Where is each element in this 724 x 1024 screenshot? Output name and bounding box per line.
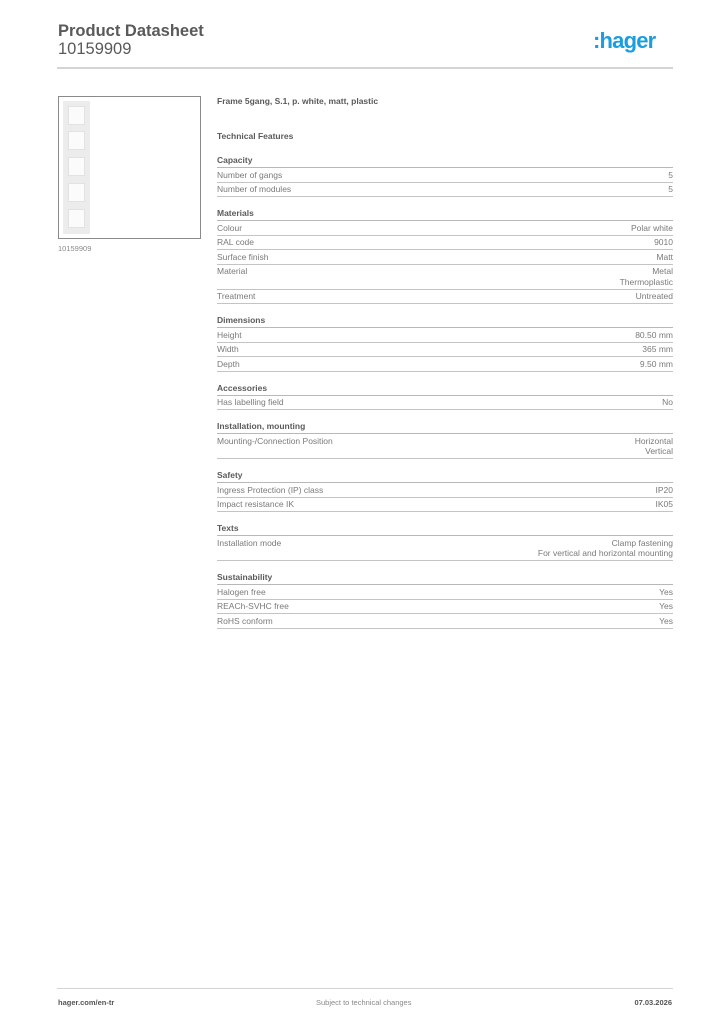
footer-date: 07.03.2026 (634, 998, 672, 1007)
frame-opening (68, 131, 85, 150)
section-title: Safety (217, 470, 673, 483)
spec-row (217, 396, 673, 411)
spec-value (668, 184, 673, 195)
footer-note: Subject to technical changes (316, 998, 412, 1007)
spec-value-line: Yes (659, 601, 673, 611)
section-title: Texts (217, 523, 673, 536)
spec-value-line: IK05 (655, 499, 673, 509)
spec-value-line: Horizontal (634, 435, 673, 446)
spec-section-dimensions (217, 315, 673, 372)
spec-label: Surface finish (217, 251, 269, 262)
spec-value (654, 237, 673, 248)
spec-row (217, 536, 673, 561)
footer-divider (57, 988, 673, 989)
product-code: 10159909 (58, 40, 132, 58)
spec-section-sustainability (217, 572, 673, 629)
spec-value-line: Polar white (630, 222, 673, 233)
section-title: Capacity (217, 155, 673, 168)
spec-label: Impact resistance IK (217, 499, 295, 509)
spec-value (635, 330, 673, 341)
header-divider (57, 67, 673, 69)
spec-row (217, 498, 673, 513)
spec-value-line: Untreated (635, 291, 673, 301)
spec-row (217, 183, 673, 198)
spec-value-line: Clamp fastening (611, 537, 673, 548)
spec-value-line: Metal (652, 266, 673, 276)
spec-section-safety (217, 470, 673, 512)
section-title: Materials (217, 208, 673, 221)
spec-value (662, 397, 673, 408)
spec-label: Treatment (217, 291, 256, 301)
spec-row (217, 221, 673, 236)
spec-section-texts (217, 523, 673, 561)
footer-website-link[interactable]: hager.com/en-tr (58, 998, 115, 1007)
spec-label: Colour (217, 222, 243, 233)
spec-label: Number of modules (217, 184, 292, 194)
spec-value (642, 344, 673, 355)
spec-section-materials (217, 208, 673, 304)
spec-value-line: Yes (659, 586, 673, 597)
spec-label: Material (217, 266, 248, 276)
spec-value (635, 436, 673, 457)
spec-value-line: 80.50 mm (635, 329, 673, 340)
hager-logo: :hager (593, 28, 656, 53)
spec-value-line: 9010 (654, 237, 673, 247)
spec-row (217, 585, 673, 600)
spec-label: Number of gangs (217, 169, 283, 180)
spec-value (656, 485, 674, 496)
spec-value-line: No (662, 397, 673, 407)
spec-label: Halogen free (217, 586, 266, 597)
spec-value-line: Thermoplastic (619, 276, 673, 287)
spec-value (656, 252, 673, 263)
spec-value-line: 365 mm (642, 344, 673, 354)
spec-value-line: 9.50 mm (639, 358, 673, 369)
spec-row (217, 168, 673, 183)
spec-label: REACh-SVHC free (217, 601, 289, 611)
spec-section-capacity (217, 155, 673, 197)
spec-label: Ingress Protection (IP) class (217, 484, 324, 495)
product-image (58, 96, 201, 239)
spec-value (656, 499, 674, 510)
spec-value-line: 5 (668, 184, 673, 194)
spec-row (217, 483, 673, 498)
spec-value (659, 601, 673, 612)
spec-row (217, 357, 673, 372)
spec-label: Depth (217, 358, 240, 369)
spec-row (217, 343, 673, 358)
product-description: Frame 5gang, S.1, p. white, matt, plastic (217, 96, 379, 106)
image-caption: 10159909 (58, 244, 92, 253)
spec-row (217, 265, 673, 290)
spec-row (217, 434, 673, 459)
spec-value-line: 5 (668, 169, 673, 180)
page-title: Product Datasheet (58, 22, 204, 40)
spec-row (217, 600, 673, 615)
spec-value-line: For vertical and horizontal mounting (537, 548, 673, 558)
spec-label: Width (217, 344, 239, 354)
frame-opening (68, 183, 85, 202)
frame-opening (68, 209, 85, 228)
spec-value-line: Matt (656, 251, 673, 262)
spec-label: RAL code (217, 237, 255, 247)
spec-row (217, 614, 673, 629)
spec-value (538, 538, 673, 559)
spec-value (640, 359, 673, 370)
spec-label: RoHS conform (217, 615, 273, 626)
section-title: Accessories (217, 383, 673, 396)
frame-opening (68, 157, 85, 176)
spec-label: Mounting-/Connection Position (217, 435, 333, 446)
spec-section-installation-mounting (217, 421, 673, 459)
section-title: Sustainability (217, 572, 673, 585)
section-title: Dimensions (217, 315, 673, 328)
spec-label: Has labelling field (217, 397, 284, 407)
spec-value-line: IP20 (655, 484, 673, 495)
specs-table (217, 155, 673, 640)
spec-value (620, 266, 673, 287)
spec-value (636, 291, 673, 302)
spec-row (217, 328, 673, 343)
spec-label: Installation mode (217, 537, 282, 548)
spec-row (217, 290, 673, 305)
spec-value (631, 223, 673, 234)
spec-value (668, 170, 673, 181)
spec-value-line: Vertical (645, 446, 673, 456)
spec-label: Height (217, 329, 242, 340)
spec-row (217, 250, 673, 265)
spec-section-accessories (217, 383, 673, 411)
frame-opening (68, 106, 85, 125)
spec-value-line: Yes (659, 615, 673, 626)
section-title: Installation, mounting (217, 421, 673, 434)
spec-value (659, 587, 673, 598)
frame-5gang-icon (63, 101, 90, 234)
technical-features-title: Technical Features (217, 131, 294, 141)
spec-row (217, 236, 673, 251)
spec-value (659, 616, 673, 627)
